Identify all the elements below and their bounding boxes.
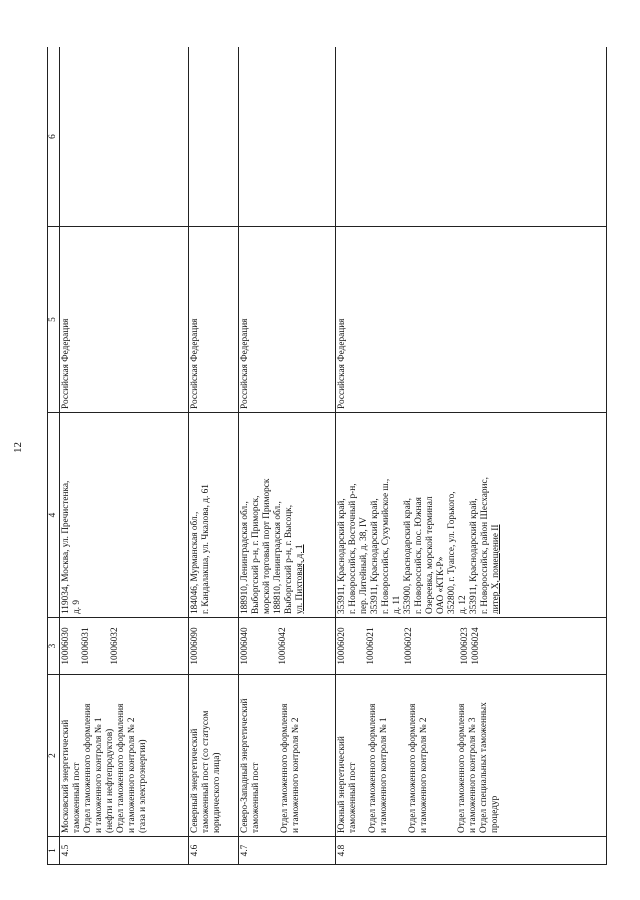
row-number: 4.7 (239, 837, 336, 865)
column-header-3: 3 (48, 618, 60, 675)
post-name-cell (239, 675, 336, 837)
country-cell: Российская Федерация (60, 227, 189, 413)
header-row (48, 47, 60, 865)
country-cell: Российская Федерация (336, 227, 607, 413)
address-line: г. Новороссийск, район Шесхарис, (479, 477, 490, 614)
post-name-line: Московский энергетический (61, 719, 71, 833)
address-line: 353911, Краснодарский край, (337, 498, 347, 614)
post-name-line: процедур (489, 795, 500, 833)
post-code: 10006090 (190, 627, 200, 665)
address-line: д. 9 (71, 599, 82, 614)
rotated-table-container (47, 47, 607, 865)
post-name-line: таможенный пост (250, 762, 261, 833)
address-line: г. Кандалакша, ул. Чкалова, д. 61 (200, 484, 211, 614)
country-cell: Российская Федерация (189, 227, 239, 413)
address-line: Выборгский р-н, г. Высоцк, (283, 504, 294, 614)
post-name-line: и таможенного контроля № 1 (378, 717, 389, 833)
post-name-line: таможенный пост (347, 762, 358, 833)
address-line: ОАО «КТК-Р» (435, 556, 446, 614)
post-name-line: и таможенного контроля № 2 (418, 717, 429, 833)
row-number: 4.6 (189, 837, 239, 865)
address-line: г. Новороссийск, Восточный р-н, (347, 483, 358, 614)
address-line: морской торговый порт Приморск (261, 478, 272, 614)
table-viewport (47, 47, 607, 865)
row-number: 4.8 (336, 837, 607, 865)
column-6-cell (239, 47, 336, 227)
post-name-line: (газа и электроэнергии) (137, 739, 148, 833)
post-name-line: Южный энергетический (337, 736, 347, 833)
post-code-cell (189, 618, 239, 675)
table-row (189, 47, 239, 865)
column-6-cell (336, 47, 607, 227)
address-line: 188810, Ленинградская обл., (272, 501, 283, 614)
post-name-line: Отдел специальных таможенных (478, 702, 489, 833)
address-line: 119034, Москва, ул. Пречистенка, (61, 480, 71, 614)
address-line: г. Новороссийск, пос. Южная (413, 497, 424, 614)
post-name-cell (60, 675, 189, 837)
post-name-line: и таможенного контроля № 2 (126, 717, 137, 833)
table-row (239, 47, 336, 865)
country-cell: Российская Федерация (239, 227, 336, 413)
post-code-cell (336, 618, 607, 675)
column-header-1: 1 (48, 837, 60, 865)
post-code: 10006031 (80, 627, 91, 665)
address-line: Выборгский р-н, г. Приморск, (250, 495, 261, 614)
column-6-cell (60, 47, 189, 227)
row-number: 4.5 (60, 837, 189, 865)
address-line: г. Новороссийск, Сухумийское ш., (380, 478, 391, 614)
page-number: 12 (12, 442, 24, 453)
post-name-line: Отдел таможенного оформления (456, 703, 467, 833)
post-name-line: Отдел таможенного оформления (367, 703, 378, 833)
post-name-line: Отдел таможенного оформления (407, 703, 418, 833)
address-line: 352800, г. Туапсе, ул. Горького, (446, 491, 457, 614)
customs-posts-table (47, 47, 607, 865)
post-name-line: таможенный пост (со статусом (200, 710, 211, 833)
table-row (60, 47, 189, 865)
post-name-line: юридического лица) (211, 752, 222, 833)
post-code: 10006022 (403, 627, 414, 665)
address-line: 184046, Мурманская обл., (190, 511, 200, 614)
post-name-line: (нефти и нефтепродуктов) (104, 728, 115, 833)
post-code: 10006042 (277, 627, 288, 665)
post-name-line: и таможенного контроля № 2 (290, 717, 301, 833)
post-name-line: Отдел таможенного оформления (115, 703, 126, 833)
post-code: 10006040 (240, 627, 250, 665)
post-code: 10006030 (61, 627, 71, 665)
post-name-line: Северный энергетический (190, 728, 200, 833)
address-line: литер Х, помещение II (490, 524, 501, 614)
post-name-line: Отдел таможенного оформления (82, 703, 93, 833)
address-line: Озереевка, морской терминал (424, 496, 435, 614)
post-code-cell (60, 618, 189, 675)
post-name-line: Северо-Западный энергетический (240, 698, 250, 833)
address-line: 188910, Ленинградская обл., (240, 501, 250, 614)
post-code: 10006020 (337, 627, 347, 665)
post-name-line: и таможенного контроля № 1 (93, 717, 104, 833)
address-line: 353900, Краснодарский край, (402, 497, 413, 614)
column-header-4: 4 (48, 413, 60, 618)
post-name-cell (189, 675, 239, 837)
post-code: 10006023 (459, 627, 470, 665)
address-cell (60, 413, 189, 618)
address-cell (189, 413, 239, 618)
column-header-2: 2 (48, 675, 60, 837)
address-line: 353911, Краснодарский край, (468, 498, 479, 614)
address-line: д. 11 (391, 595, 402, 614)
post-name-line: Отдел таможенного оформления (279, 703, 290, 833)
post-code-cell (239, 618, 336, 675)
address-line: д. 12 (457, 595, 468, 614)
column-header-5: 5 (48, 227, 60, 413)
table-row (336, 47, 607, 865)
address-line: пер. Литейный, д. 38, IV (358, 517, 369, 614)
post-code: 10006032 (109, 627, 120, 665)
address-line: ул. Пихтовая, д. 1 (294, 544, 305, 614)
column-6-cell (189, 47, 239, 227)
post-name-line: таможенный пост (71, 762, 82, 833)
column-header-6: 6 (48, 47, 60, 227)
post-name-cell (336, 675, 607, 837)
address-cell (239, 413, 336, 618)
address-line: 353911, Краснодарский край, (369, 498, 380, 614)
post-name-line: и таможенного контроля № 3 (467, 717, 478, 833)
address-cell (336, 413, 607, 618)
post-code: 10006021 (365, 627, 376, 665)
post-code: 10006024 (470, 627, 481, 665)
